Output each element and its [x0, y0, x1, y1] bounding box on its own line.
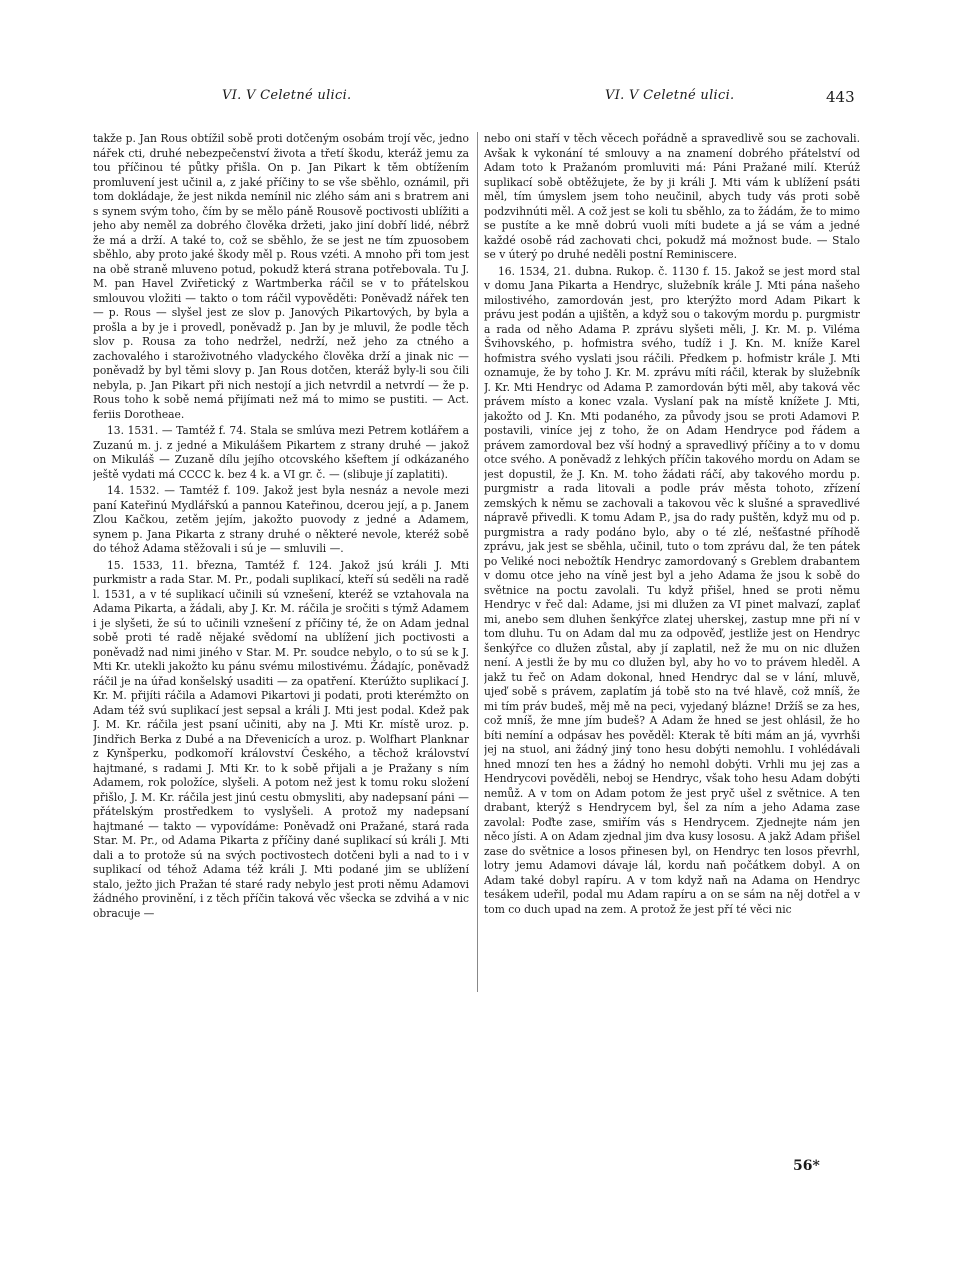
right-column [484, 132, 860, 1172]
signature-mark: 56* [793, 1158, 820, 1174]
left-paragraph-continuation: takže p. Jan Rous obtížil sobě proti dotčeným osobám trojí věc, jedno nářek cti, druhé nebezpečenství života a třetí škodu, kteráž jemu za tou příčinou té půtky přišla. On p. Jan Pikart k těm obtížením promluvení jest učinil a, z jaké příčiny to se vše sběhlo, oznámil, při tom dokládaje, že jest nikda nemínil nic zlého sám ani s bratrem ani s synem svým toho, čím by se mělo páně Rousově poctivosti ublížiti a jeho aby neměl za dobrého člověka držeti, jako jiní dobří lidé, nébrž že má a drží. A také to, což se sběhlo, že se jest ne tím zpuosobem sběhlo, aby proto jaké škody měl p. Rous vzéti. A mnoho při tom jest na obě straně mluveno potud, pokudž která strana potřebovala. Tu J. M. pan Havel Zviřetický z Wartmberka ráčil se v to přátelskou smlouvou vložiti — takto o tom ráčil vypověděti: Poněvadž nářek ten — p. Rous — slyšel jest ze slov p. Janových Pikartových, by byla a prošla a by je i provedl, poněvadž p. Jan by je mluvil, že podle těch slov p. Rousa za toho nedržel, nedrží, než jeho za ctného a zachovalého i staroživotného vladyckého člověka drží a jinak nic — poněvadž by byl těmi slovy p. Jan Rous dotčen, kteráž byly-li sou čili nebyla, p. Jan Pikart při nich nestojí a jich netvrdil a netvrdí — že p. Rous toho k sobě nemá přijímati než má to mimo se pustiti. — Act. feriis Dorotheae. [93, 132, 469, 421]
column-divider [477, 132, 478, 992]
page-number: 443 [826, 88, 855, 106]
entry-15: 15. 1533, 11. března, Tamtéž f. 124. Jakož jsú králi J. Mti purkmistr a rada Star. M. Pr., podali suplikací, kteří sú seděli na radě l. 1531, a v té suplikací učinili sú vznešení, kteréž se vztahovala na Adama Pikarta, a žádali, aby J. Kr. M. ráčila je sročiti s týmž Adamem i je slyšeti, že sú to učinili vznešení z příčiny té, že on Adam jednal sobě proti té radě nějaké svědomí na ublížení jich poctivosti a poněvadž nad nimi jiného v Star. M. Pr. soudce nebylo, o to sú se k J. Mti Kr. utekli jakožto ku pánu svému milostivému. Žádajíc, poněvadž ráčil je na úřad konšelský usaditi — za opatření. Kterúžto suplikací J. Kr. M. přijíti ráčila a Adamovi Pikartovi ji podati, proti kterémžto on Adam též svú suplikací jest sepsal a králi J. Mti jest podal. Kdež pak J. M. Kr. ráčila jest psaní učiniti, aby na J. Mti Kr. místě uroz. p. Jindřich Berka z Dubé a na Dřevenicích a uroz. p. Wolfhart Planknar z Kynšperku, podkomoří království Českého, a těchož království hajtmané, s radami J. Mti Kr. to k sobě přijali a je Pražany s ním Adamem, rok položíce, slyšeli. A potom než jest k tomu roku složení přišlo, J. M. Kr. ráčila jest jinú cestu obmysliti, aby nadepsaní páni — přátelským prostředkem to vyslyšeli. A protož my nadepsaní hajtmané — takto — vypovídáme: Poněvadž oni Pražané, stará rada Star. M. Pr., od Adama Pikarta z příčiny dané suplikací sú králi J. Mti dali a to protože sú na svých poctivostech dotčeni byli a nad to i v suplikací od téhož Adama též králi J. Mti podané jim se ublížení stalo, ježto jich Pražan té staré rady nebylo jest proti němu Adamovi žádného provinění, i z těch příčin taková věc všecka se zdvihá a v nic obracuje — [93, 558, 469, 920]
running-header-left: VI. V Celetné ulici. [222, 88, 352, 103]
entry-14: 14. 1532. — Tamtéž f. 109. Jakož jest byla nesnáz a nevole mezi paní Kateřinú Mydlářskú a pannou Kateřinou, dcerou její, a p. Janem Zlou Kačkou, zetěm jejím, jakožto puovody z jedné a Adamem, synem p. Jana Pikarta z strany druhé o některé nevole, kteréž sobě do téhož Adama stěžovali i sú je — smluvili —. [93, 484, 469, 555]
right-paragraph-continuation: nebo oni staří v těch věcech pořádně a spravedlivě sou se zachovali. Avšak k vykonání té smlouvy a na znamení dobrého přátelství od Adam toto k Pražanóm promluviti má: Páni Pražané milí. Kterúž suplikací sobě obtěžujete, že by ji králi J. Mti vám k ublížení psáti měl, tím úmyslem jsem toho neučinil, abych tudy vás proti sobě podzvihnúti měl. A což jest se koli tu sběhlo, za to žádám, že to mimo se pustíte a ke mně dobrú vuoli míti budete a já se vám a jedné každé osobě rád zachovati chci, pokudž má možnost bude. — Stalo se v úterý po druhé neděli postní Reminiscere. [484, 132, 860, 261]
entry-13: 13. 1531. — Tamtéž f. 74. Stala se smlúva mezi Petrem kotlářem a Zuzanú m. j. z jedné a Mikulášem Pikartem z strany druhé — jakož on Mikuláš — Zuzaně dílu jejího otcovského kšeftem jí odkázaného ještě vydati má CCCC k. bez 4 k. a VI gr. č. — (slibuje jí zaplatiti). [93, 424, 469, 481]
entry-16: 16. 1534, 21. dubna. Rukop. č. 1130 f. 15. Jakož se jest mord stal v domu Jana Pikarta a Hendryc, služebník krále J. Mti pána našeho milostivého, zamordován jest, pro kterýžto mord Adam Pikart k právu jest podán a ujištěn, a když sou o takovým mordu p. purgmistr a rada od něho Adama P. zprávu slyšeti měli, J. Kr. M. p. Viléma Švihovského, p. hofmistra svého, tudíž i J. Kn. M. kníže Karel hofmistra svého vyslati jsou ráčili. Předkem p. hofmistr krále J. Mti oznamuje, že by toho J. Kr. M. zprávu míti ráčil, kterak by služebník J. Kr. Mti Hendryc od Adama P. zamordován býti měl, aby taková věc právem místo a konec vzala. Vyslaní pak na místě knížete J. Mti, jakožto od J. Kn. Mti podaného, za původy jsou se proti Adamovi P. postavili, viníce jej z toho, že on Adam Hendryce pod řádem a právem zamordoval bez vší hodný a spravedlivý příčiny a to v domu otce svého. A poněvadž z lehkých příčin takového mordu on Adam se jest dopustil, že J. Kn. M. toho žádati ráčí, aby takového mordu p. purgmistr a rada litovali a podle práv města tohoto, zřízení zemských k němu se zachovali a takovou věc k slušné a spravedlivé nápravě přivedli. K tomu Adam P., jsa do rady puštěn, když mu od p. purgmistra a rady podáno bylo, aby o té zlé, nešťastné příhodě zprávu, jak jest se sběhla, učinil, tuto o tom zprávu dal, že ten pátek po Veliké noci nebožtík Hendryc zamordovaný s Greblem drabantem v domu otce jeho na víně jest byl a jeho Adama že jsou k sobě do světnice na poctu zavolali. Tu když přišel, hned se proti němu Hendryc v řeč dal: Adame, jsi mi dlužen za VI pinet malvazí, zaplať mi, anebo sem dluhen šenkýřce zlatej uherskej, zastup mne při ní v tom dluhu. Tu on Adam dal mu za odpověď, jestliže jest on Hendryc šenkýřce co dlužen zůstal, aby jí zaplatil, než že mu on nic dlužen není. A jestli že by mu co dlužen byl, aby ho vo to právem hleděl. A jakž tu řeč on Adam dokonal, hned Hendryc dal se v lání, mluvě, ujeď sobě s právem, zaplatím já tobě sto na tvé hlavě, což mníš, že mi tím práv budeš, měj mě na peci, vyjedaný blázne! Držíš se za hes, což mníš, že mne jím budeš? A Adam že hned se jest ohlásil, že ho bíti nemíní a odpásav hes pověděl: Kterak tě bíti mám an já, vyvrhši jej na stuol, ani žádný jiný tono hesu dobýti nemohlu. I vohlédávali hned mnozí ten hes a žádný ho nemohl dobýti. Vrhli mu jej zas a Hendrycovi pověděli, neboj se Hendryc, však toho hesu Adam dobýti nemůž. A v tom on Adam potom že jest pryč ušel z světnice. A ten drabant, kterýž s Hendrycem byl, šel za ním a jeho Adama zase zavolal: Poďte zase, smiřím vás s Hendrycem. Zjednejte nám jen něco jísti. A on Adam zjednal jim dva kusy lososu. A jakž Adam přišel zase do světnice a losos přinesen byl, on Hendryc ten losos převrhl, lotry jemu Adamovi dávaje lál, kordu naň počátkem dobyl. A on Adam také dobyl rapíru. A v tom když naň na Adama on Hendryc tesákem udeřil, podal mu Adam rapíru a on se sám na něj dotřel a v tom co duch upad na zem. A protož že jest pří té věci nic [484, 264, 860, 916]
running-header-right: VI. V Celetné ulici. [605, 88, 735, 103]
left-column [93, 132, 469, 1172]
